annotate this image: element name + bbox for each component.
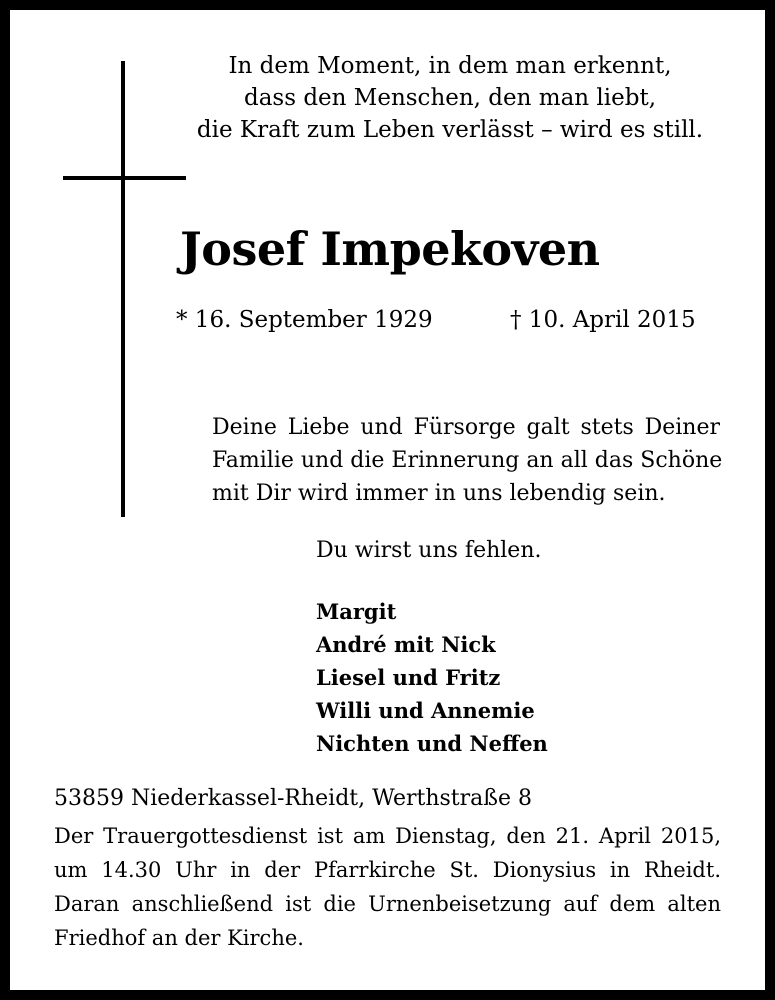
tribute-line: Familie und die Erinnerung an all das Schöne (212, 448, 723, 473)
mourners-list (316, 595, 548, 760)
mourner-name: Nichten und Neffen (316, 731, 548, 756)
quote-line: In dem Moment, in dem man erkennt, (228, 53, 672, 79)
death-date: † 10. April 2015 (510, 307, 696, 333)
mourner-name: Willi und Annemie (316, 698, 535, 723)
tribute-text (212, 411, 723, 510)
mourner-name: Liesel und Fritz (316, 665, 501, 690)
quote-line: die Kraft zum Leben verlässt – wird es still. (196, 117, 704, 143)
quote-line: dass den Menschen, den man liebt, (243, 85, 657, 111)
family-address: 53859 Niederkassel-Rheidt, Werthstraße 8 (54, 786, 532, 811)
cross-horizontal-bar (63, 176, 186, 180)
service-line: Daran anschließend ist die Urnenbeisetzung auf dem alten (54, 892, 721, 916)
service-line: um 14.30 Uhr in der Pfarrkirche St. Dionysius in Rheidt. (54, 858, 721, 882)
mourner-name: André mit Nick (316, 632, 496, 657)
service-line: Der Trauergottesdienst ist am Dienstag, den 21. April 2015, (54, 824, 721, 848)
tribute-line: Deine Liebe und Fürsorge galt stets Deiner (212, 415, 720, 440)
cross-vertical-bar (121, 61, 125, 517)
closing-line: Du wirst uns fehlen. (316, 538, 542, 563)
birth-date: * 16. September 1929 (176, 307, 433, 333)
deceased-name: Josef Impekoven (180, 222, 600, 276)
funeral-service-info (54, 819, 721, 955)
tribute-line: mit Dir wird immer in uns lebendig sein. (212, 481, 666, 506)
mourner-name: Margit (316, 599, 397, 624)
memorial-quote (180, 50, 720, 146)
service-line: Friedhof an der Kirche. (54, 926, 304, 950)
